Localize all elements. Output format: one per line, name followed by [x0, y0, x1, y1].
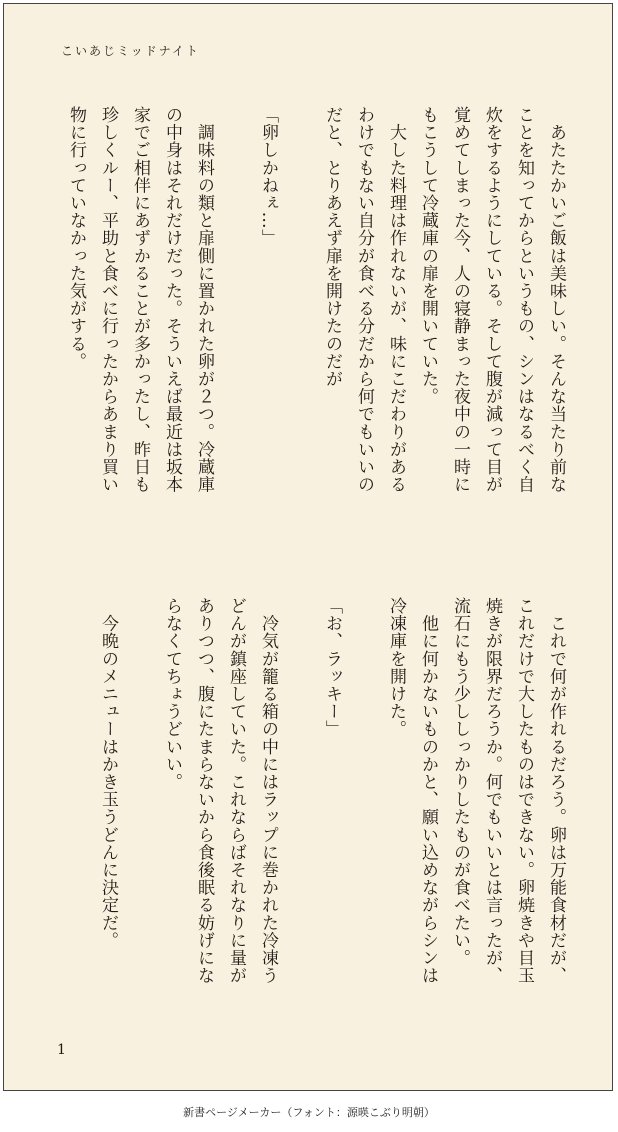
text-line: これだけで大したものはできない。卵焼きや目玉	[514, 597, 534, 985]
text-line: どんが鎮座していた。これならばそれなりに量が	[226, 597, 246, 985]
text-block-bottom	[92, 597, 572, 997]
text-line: 冷気が籠る箱の中にはラップに巻かれた冷凍う	[258, 597, 278, 985]
text-line: あたたかいご飯は美味しい。そんな当たり前な	[546, 106, 566, 494]
text-block-top	[60, 106, 572, 546]
text-line: だと、とりあえず扉を開けたのだが	[322, 106, 342, 388]
text-line: らなくてちょうどいい。	[162, 597, 182, 791]
text-line	[124, 597, 156, 997]
text-line: の中身はそれだけだった。そういえば最近は坂本	[162, 106, 182, 494]
text-line	[284, 597, 316, 997]
text-line: 焼きが限界だろうか。何でもいいとは言ったが、	[482, 597, 502, 985]
text-line: ありつつ、腹にたまらないから食後眠る妨げにな	[194, 597, 214, 985]
text-line: 珍しくルー、平助と食べに行ったからあまり買い	[98, 106, 118, 494]
text-line: 家でご相伴にあずかることが多かったし、昨日も	[130, 106, 150, 494]
text-line: 流石にもう少ししっかりしたものが食べたい。	[450, 597, 470, 967]
footer-credit: 新書ページメーカー（フォント：源暎こぶり明朝）	[183, 1106, 435, 1119]
text-line: 大した料理は作れないが、味にこだわりがある	[386, 106, 406, 494]
text-line: わけでもない自分が食べる分だから何でもいいの	[354, 106, 374, 494]
text-line: 他に何かないものかと、願い込めながらシンは	[418, 597, 438, 985]
text-line: もこうして冷蔵庫の扉を開いていた。	[418, 106, 438, 406]
header-title: こいあじミッドナイト	[61, 44, 200, 58]
text-line: 冷凍庫を開けた。	[386, 597, 406, 738]
text-line: 覚めてしまった今、人の寝静まった夜中の一時に	[450, 106, 470, 494]
page-number: 1	[57, 1042, 66, 1058]
text-line	[348, 597, 380, 997]
text-line	[220, 106, 252, 546]
text-line	[284, 106, 316, 546]
text-line: 今晩のメニューはかき玉うどんに決定だ。	[98, 597, 118, 949]
text-line: 調味料の類と扉側に置かれた卵が２つ。冷蔵庫	[194, 106, 214, 494]
text-line: 物に行っていなかった気がする。	[66, 106, 86, 370]
text-line: ことを知ってからというもの、シンはなるべく自	[514, 106, 534, 494]
text-line: 「お、ラッキー」	[322, 597, 342, 738]
text-line: これで何が作れるだろう。卵は万能食材だが、	[546, 597, 566, 985]
text-line: 炊をするようにしている。そして腹が減って目が	[482, 106, 502, 494]
text-line: 「卵しかねぇ…」	[258, 106, 278, 247]
book-page	[3, 3, 613, 1091]
